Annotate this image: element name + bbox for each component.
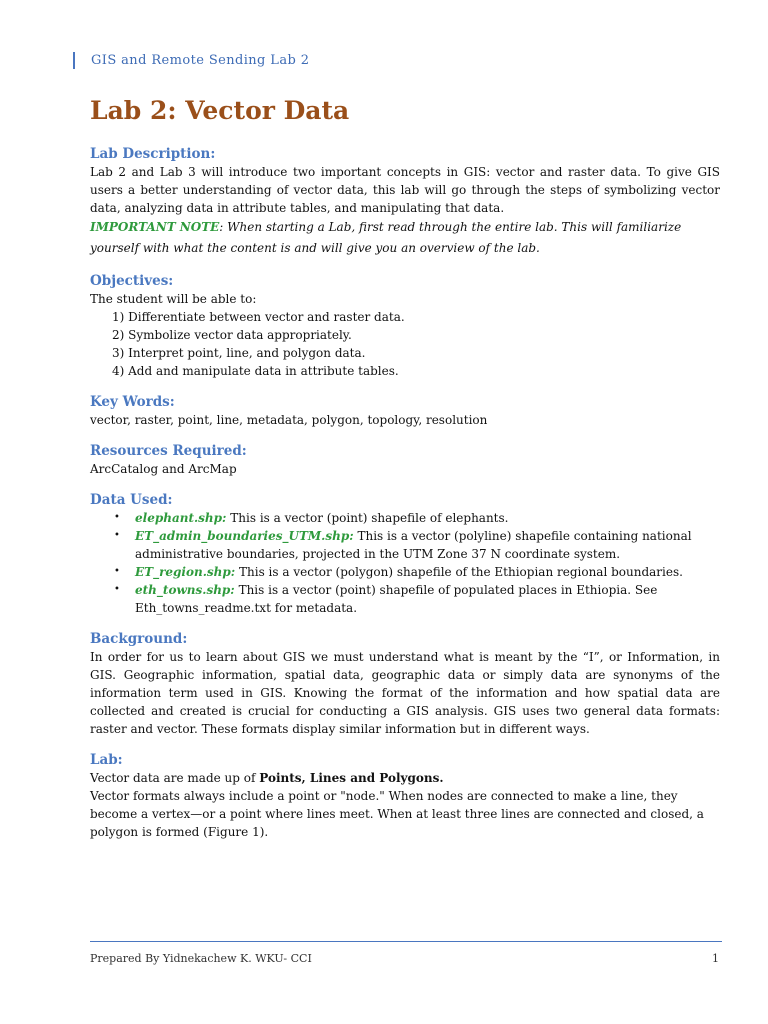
data-file-name: ET_region.shp: — [135, 565, 236, 579]
data-used-item — [90, 563, 720, 581]
lab-description-heading: Lab Description: — [90, 146, 216, 162]
lab-intro-emphasis: Points, Lines and Polygons. — [259, 771, 444, 785]
lab-intro — [90, 769, 720, 787]
footer-author: Prepared By Yidnekachew K. WKU- CCI — [90, 952, 312, 965]
data-used-item — [90, 509, 720, 527]
header-accent-bar — [73, 52, 75, 69]
objective-item: 3) Interpret point, line, and polygon data. — [112, 346, 366, 360]
data-used-list — [90, 509, 720, 617]
key-words-heading: Key Words: — [90, 394, 175, 410]
objectives-list — [90, 308, 720, 380]
data-used-item — [90, 527, 720, 563]
bullet-icon: • — [114, 512, 120, 523]
bullet-icon: • — [114, 584, 120, 595]
objective-item: 1) Differentiate between vector and raster data. — [112, 310, 405, 324]
objectives-intro: The student will be able to: — [90, 292, 257, 306]
data-file-description: This is a vector (point) shapefile of populated places in Ethiopia. See Eth_towns_readme.txt for metadata. — [135, 583, 658, 615]
objectives-heading: Objectives: — [90, 273, 174, 289]
objective-item: 2) Symbolize vector data appropriately. — [112, 328, 352, 342]
important-note — [90, 217, 720, 259]
data-file-description: This is a vector (polygon) shapefile of the Ethiopian regional boundaries. — [235, 565, 683, 579]
lab-text: Vector formats always include a point or "node." When nodes are connected to make a line, they become a vertex—or a point where lines meet. When at least three lines are connected and closed, a polygon is formed (Figure 1). — [90, 789, 704, 839]
data-file-description: This is a vector (polyline) shapefile containing national administrative boundaries, projected in the UTM Zone 37 N coordinate system. — [135, 529, 692, 561]
bullet-icon: • — [114, 566, 120, 577]
data-file-name: eth_towns.shp: — [135, 583, 235, 597]
page-number: 1 — [712, 952, 719, 965]
important-note-text: : When starting a Lab, first read through the entire lab. This will familiarize yourself with what the content is and will give you an overview of the lab. — [90, 220, 682, 255]
important-note-label: IMPORTANT NOTE — [90, 220, 220, 234]
bullet-icon: • — [114, 530, 120, 541]
main-content — [90, 145, 720, 841]
lab-intro-text: Vector data are made up of — [90, 771, 260, 785]
lab-description-text: Lab 2 and Lab 3 will introduce two important concepts in GIS: vector and raster data. To give GIS users a better understanding of vector data, this lab will go through the steps of symbolizing vector data, analyzing data in attribute tables, and manipulating that data. — [90, 165, 720, 215]
resources-text: ArcCatalog and ArcMap — [90, 462, 237, 476]
page-title: Lab 2: Vector Data — [90, 96, 350, 125]
data-file-name: elephant.shp: — [135, 511, 227, 525]
lab-heading: Lab: — [90, 752, 123, 768]
key-words-text: vector, raster, point, line, metadata, polygon, topology, resolution — [90, 413, 488, 427]
resources-heading: Resources Required: — [90, 443, 247, 459]
objective-item: 4) Add and manipulate data in attribute tables. — [112, 364, 399, 378]
running-header: GIS and Remote Sending Lab 2 — [91, 53, 310, 68]
data-used-item — [90, 581, 720, 617]
background-heading: Background: — [90, 631, 188, 647]
data-file-name: ET_admin_boundaries_UTM.shp: — [135, 529, 354, 543]
data-file-description: This is a vector (point) shapefile of elephants. — [226, 511, 509, 525]
footer-divider — [90, 941, 722, 942]
background-text: In order for us to learn about GIS we must understand what is meant by the “I”, or Information, in GIS. Geographic information, spatial data, geographic data or simply data are synonyms of the information term used in GIS. Knowing the format of the information and how spatial data are collected and created is crucial for conducting a GIS analysis. GIS uses two general data formats: raster and vector. These formats display similar information but in different ways. — [90, 650, 720, 736]
data-used-heading: Data Used: — [90, 492, 173, 508]
